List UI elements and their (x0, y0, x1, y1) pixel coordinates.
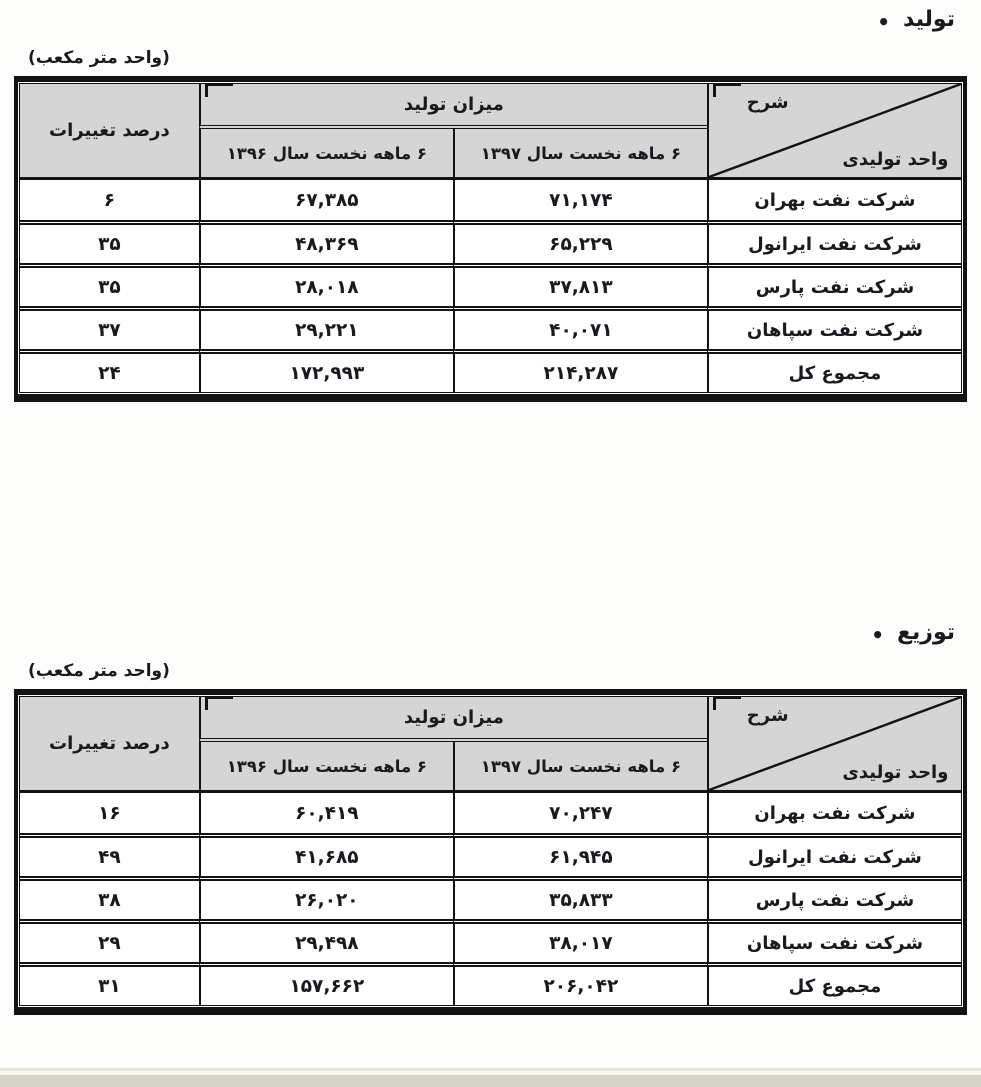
company-cell: مجموع کل (707, 349, 961, 392)
header-percent-change: درصد تغییرات (20, 84, 199, 177)
corner-mark (205, 697, 233, 710)
production-table (14, 76, 967, 402)
change-cell: ۲۹ (20, 919, 199, 962)
header-year-1397: ۶ ماهه نخست سال ۱۳۹۷ (453, 129, 707, 177)
bullet-icon: • (877, 9, 890, 34)
change-cell: ۳۵ (20, 263, 199, 306)
change-cell: ۶ (20, 177, 199, 220)
distribution-table (14, 689, 967, 1015)
distribution-section (14, 620, 967, 1015)
value-1396-cell: ۴۸,۳۶۹ (199, 220, 453, 263)
header-year-1396: ۶ ماهه نخست سال ۱۳۹۶ (199, 129, 453, 177)
value-1397-cell: ۲۰۶,۰۴۲ (453, 962, 707, 1005)
value-1396-cell: ۱۷۲,۹۹۳ (199, 349, 453, 392)
company-cell: شرکت نفت ایرانول (707, 833, 961, 876)
page-edge-strip (0, 1068, 981, 1087)
header-vahed-tolidi: واحد تولیدی (842, 762, 949, 783)
table-row (20, 263, 961, 306)
value-1397-cell: ۳۵,۸۳۳ (453, 876, 707, 919)
header-sharh: شرح (746, 705, 789, 726)
header-percent-change: درصد تغییرات (20, 697, 199, 790)
value-1397-cell: ۷۰,۲۴۷ (453, 790, 707, 833)
company-cell: شرکت نفت پارس (707, 263, 961, 306)
table-row (20, 220, 961, 263)
table-row (20, 177, 961, 220)
report-page (0, 7, 981, 1015)
value-1397-cell: ۳۷,۸۱۳ (453, 263, 707, 306)
company-cell: شرکت نفت سپاهان (707, 306, 961, 349)
value-1396-cell: ۲۹,۴۹۸ (199, 919, 453, 962)
header-year-1396: ۶ ماهه نخست سال ۱۳۹۶ (199, 742, 453, 790)
header-sharh: شرح (746, 92, 789, 113)
change-cell: ۳۷ (20, 306, 199, 349)
section-title: تولید (902, 7, 955, 32)
header-mizan-tolid: میزان تولید (199, 84, 707, 129)
value-1397-cell: ۶۱,۹۴۵ (453, 833, 707, 876)
value-1396-cell: ۲۸,۰۱۸ (199, 263, 453, 306)
section-heading-distribution (14, 620, 967, 645)
value-1396-cell: ۶۷,۳۸۵ (199, 177, 453, 220)
table-row (20, 876, 961, 919)
change-cell: ۳۱ (20, 962, 199, 1005)
company-cell: شرکت نفت پارس (707, 876, 961, 919)
company-cell: شرکت نفت بهران (707, 177, 961, 220)
value-1396-cell: ۲۹,۲۲۱ (199, 306, 453, 349)
change-cell: ۳۸ (20, 876, 199, 919)
value-1396-cell: ۴۱,۶۸۵ (199, 833, 453, 876)
table-row-total (20, 349, 961, 392)
value-1396-cell: ۱۵۷,۶۶۲ (199, 962, 453, 1005)
value-1397-cell: ۲۱۴,۲۸۷ (453, 349, 707, 392)
header-vahed-tolidi: واحد تولیدی (842, 149, 949, 170)
company-cell: مجموع کل (707, 962, 961, 1005)
company-cell: شرکت نفت سپاهان (707, 919, 961, 962)
value-1397-cell: ۶۵,۲۲۹ (453, 220, 707, 263)
change-cell: ۱۶ (20, 790, 199, 833)
corner-mark (205, 84, 233, 97)
table-row (20, 833, 961, 876)
value-1397-cell: ۳۸,۰۱۷ (453, 919, 707, 962)
company-cell: شرکت نفت بهران (707, 790, 961, 833)
table-row-total (20, 962, 961, 1005)
value-1396-cell: ۲۶,۰۲۰ (199, 876, 453, 919)
unit-note: (واحد متر مکعب) (28, 661, 170, 681)
corner-mark (713, 84, 741, 97)
section-heading-production (14, 7, 967, 32)
company-cell: شرکت نفت ایرانول (707, 220, 961, 263)
table-row (20, 919, 961, 962)
value-1396-cell: ۶۰,۴۱۹ (199, 790, 453, 833)
corner-mark (713, 697, 741, 710)
value-1397-cell: ۷۱,۱۷۴ (453, 177, 707, 220)
production-section (14, 7, 967, 402)
unit-note: (واحد متر مکعب) (28, 48, 170, 68)
change-cell: ۴۹ (20, 833, 199, 876)
diagonal-header-cell (707, 84, 961, 177)
header-mizan-tolid: میزان تولید (199, 697, 707, 742)
change-cell: ۳۵ (20, 220, 199, 263)
table-row (20, 306, 961, 349)
header-year-1397: ۶ ماهه نخست سال ۱۳۹۷ (453, 742, 707, 790)
table-row (20, 790, 961, 833)
change-cell: ۲۴ (20, 349, 199, 392)
value-1397-cell: ۴۰,۰۷۱ (453, 306, 707, 349)
section-title: توزیع (896, 620, 955, 645)
diagonal-header-cell (707, 697, 961, 790)
bullet-icon: • (871, 622, 884, 647)
